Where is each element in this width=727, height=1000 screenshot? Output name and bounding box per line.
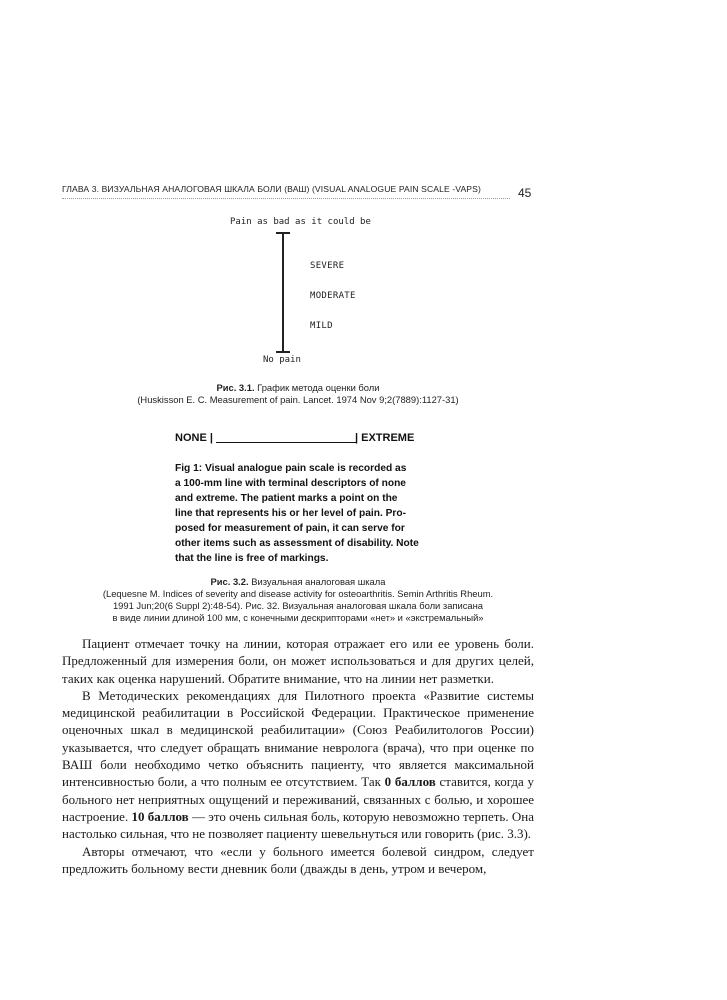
figure2-text: Fig 1: Visual analogue pain scale is recorded as a 100-mm line with terminal descriptors of none and extreme. The patient marks a point on the line that represents his or her level of pain. Pro- posed for measurement of pain, it can serve for other items such as assessment of disability. Note that the line is free of markings. (175, 463, 419, 564)
pain-level-moderate: MODERATE (310, 291, 356, 301)
body-text (62, 635, 534, 877)
figure2-caption-source-1: (Lequesne M. Indices of severity and disease activity for osteoarthritis. Semin Arthritis Rheum. (102, 588, 494, 599)
pain-level-mild: MILD (310, 321, 333, 331)
paragraph-1: Пациент отмечает точку на линии, которая отражает его или ее уровень боли. Предложенный для измерения боли, он может использоваться и для других целей, таких как оценка нарушений. Обратите внимание, что на линии нет разметки. (62, 636, 534, 686)
vas-line (175, 432, 475, 446)
vas-track (216, 442, 357, 443)
paragraph-2-part-c: — это очень сильная боль, которую невозможно терпеть. Она настолько сильная, что не позволяет пациенту шевельнуться или говорить (рис. 3.3). (62, 808, 534, 842)
figure2-caption-source-3: в виде линии длиной 100 мм, с конечными дескрипторами «нет» и «экстремальный» (112, 612, 484, 623)
page-number: 45 (518, 186, 532, 200)
vas-extreme-label: | EXTREME (355, 432, 415, 444)
pain-scale-figure (200, 215, 440, 375)
paragraph-2 (62, 687, 534, 843)
pain-scale-top-label: Pain as bad as it could be (230, 217, 371, 227)
pain-scale-bottom-tick (276, 351, 290, 353)
figure1-caption (62, 382, 534, 406)
paragraph-3: Авторы отмечают, что «если у больного имеется болевой синдром, следует предложить больному вести дневник боли (дважды в день, утром и вечером, (62, 843, 534, 876)
pain-scale-bottom-label: No pain (263, 355, 301, 365)
figure1-caption-title: График метода оценки боли (254, 382, 380, 393)
figure1-caption-label: Рис. 3.1. (216, 382, 255, 393)
figure2-caption (62, 576, 534, 624)
running-header: ГЛАВА 3. ВИЗУАЛЬНАЯ АНАЛОГОВАЯ ШКАЛА БОЛИ (ВАШ) (VISUAL ANALOGUE PAIN SCALE -VAPS) (62, 184, 481, 194)
header-rule (62, 198, 510, 199)
paragraph-2-part-b: ставится, когда у больного нет неприятных ощущений и переживаний, связанных с болью, и хорошее настроение. (62, 774, 534, 824)
paragraph-2-bold-0: 0 баллов (384, 774, 436, 790)
figure2-caption-label: Рис. 3.2. (210, 576, 249, 587)
vas-none-label: NONE | (175, 432, 213, 444)
pain-level-severe: SEVERE (310, 261, 345, 271)
paragraph-2-bold-10: 10 баллов (131, 808, 189, 824)
figure2-caption-title: Визуальная аналоговая шкала (248, 576, 386, 587)
figure2-caption-source-2: 1991 Jun;20(6 Suppl 2):48-54). Рис. 32. Визуальная аналоговая шкала боли записана (112, 600, 484, 611)
pain-scale-axis (282, 233, 284, 353)
figure1-caption-source: (Huskisson E. C. Measurement of pain. Lancet. 1974 Nov 9;2(7889):1127-31) (137, 394, 459, 405)
paragraph-2-part-a: В Методических рекомендациях для Пилотного проекта «Развитие системы медицинской реабилитации в Российской Федерации. Практическое применение оценочных шкал в медицинской реабилитации» (Союз Реабилитологов России) указывается, что следует обращать внимание невролога (врача), что при оценке по ВАШ боли необходимо четко объяснить пациенту, что является максимальной интенсивностью боли, а что полным ее отсутствием. Так (62, 687, 534, 790)
